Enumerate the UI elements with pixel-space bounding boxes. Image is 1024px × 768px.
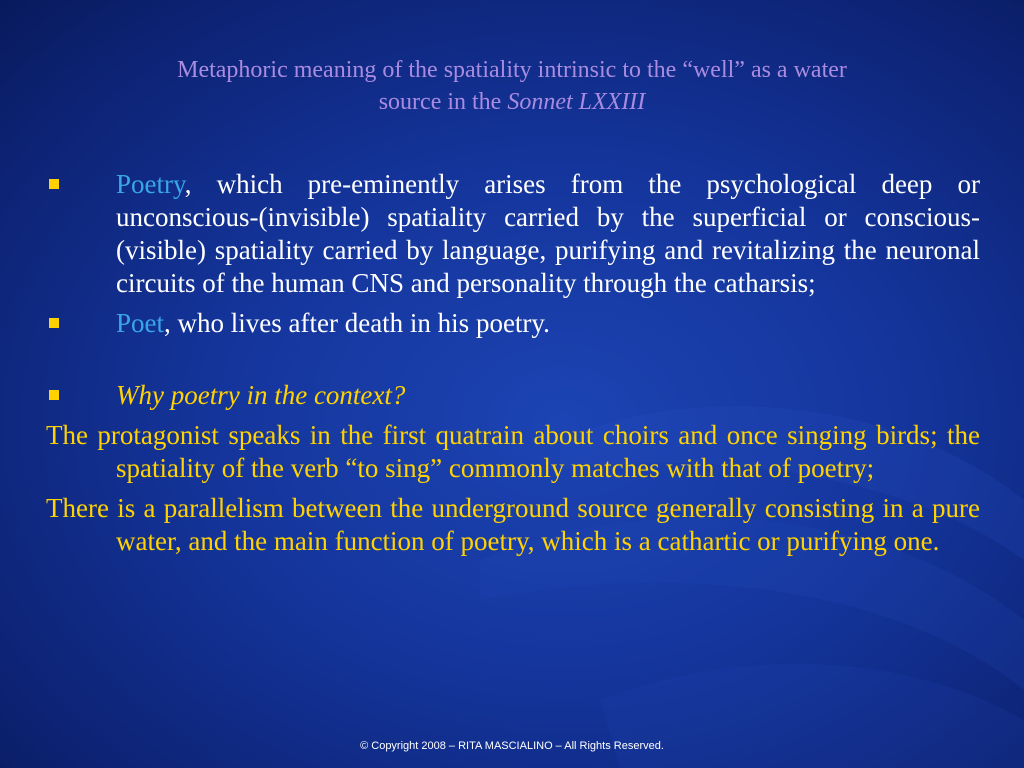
title-line-2: [80, 86, 944, 118]
bullet-text: , who lives after death in his poetry.: [164, 308, 550, 338]
bullet-highlight: Poet: [116, 308, 165, 338]
paragraph-protagonist: The protagonist speaks in the first quatrain about choirs and once singing birds; the spatiality of the verb “to sing” commonly matches with that of poetry;: [46, 420, 980, 483]
bullet-highlight: Poetry: [116, 169, 185, 199]
square-bullet-icon: [49, 318, 59, 328]
bullet-item-question: [46, 379, 980, 412]
square-bullet-icon: [49, 390, 59, 400]
bullet-item-poet: [46, 307, 980, 340]
bullet-item-poetry: [46, 168, 980, 300]
bullet-question-text: Why poetry in the context?: [116, 380, 406, 410]
square-bullet-icon: [49, 179, 59, 189]
slide-title: [80, 54, 944, 118]
title-sonnet-name: Sonnet LXXIII: [507, 89, 646, 115]
title-line-2-text: source in the: [378, 89, 508, 115]
paragraph-parallelism: There is a parallelism between the underground source generally consisting in a pure water, and the main function of poetry, which is a cathartic or purifying one.: [46, 493, 980, 556]
bullet-text: , which pre-eminently arises from the psychological deep or unconscious-(invisible) spatiality carried by the superficial or conscious-(visible) spatiality carried by language, purifying and revitalizing the neuronal circuits of the human CNS and personality through the catharsis;: [116, 169, 980, 298]
copyright-footer: © Copyright 2008 – RITA MASCIALINO – All Rights Reserved.: [360, 740, 664, 752]
title-line-1: Metaphoric meaning of the spatiality intrinsic to the “well” as a water: [177, 57, 847, 83]
slide-content: [46, 168, 980, 558]
spacer: [46, 340, 980, 379]
